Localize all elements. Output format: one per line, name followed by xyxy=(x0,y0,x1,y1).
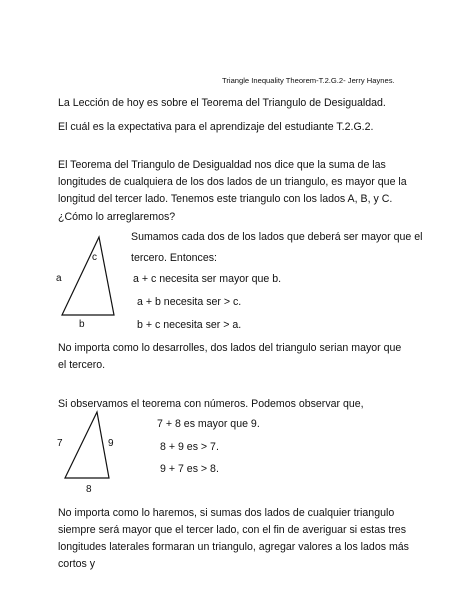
triangle-abc-figure xyxy=(60,235,116,317)
theorem-paragraph: El Teorema del Triangulo de Desigualdad nos dice que la suma de las longitudes de cualquiera de los dos lados de un triangulo, es mayor que la longitud del tercer lado. Tenemos este triangulo con los lados A, B, y C. xyxy=(58,159,407,205)
rule-line-2: a + b necesita ser > c. xyxy=(137,296,242,308)
triangle1-label-right: c xyxy=(92,252,97,263)
triangle2-label-bottom: 8 xyxy=(86,484,92,495)
triangle2-label-right: 9 xyxy=(108,438,114,449)
numbers-intro-line: Si observamos el teorema con números. Podemos observar que, xyxy=(58,398,364,410)
page-header: Triangle Inequality Theorem-T.2.G.2- Jerry Haynes. xyxy=(222,76,395,85)
explain-line-1: Sumamos cada dos de los lados que deberá ser mayor que el xyxy=(131,231,423,243)
lesson-line: La Lección de hoy es sobre el Teorema del Triangulo de Desigualdad. xyxy=(58,97,386,109)
question-line: ¿Cómo lo arreglaremos? xyxy=(58,211,176,223)
triangle1-label-bottom: b xyxy=(79,319,85,330)
triangle-numbers-shape xyxy=(65,412,109,478)
conclusion-paragraph: No importa como lo desarrolles, dos lados del triangulo serian mayor que el tercero. xyxy=(58,342,402,371)
number-line-3: 9 + 7 es > 8. xyxy=(160,463,219,475)
triangle2-label-left: 7 xyxy=(57,438,63,449)
triangle1-label-left: a xyxy=(56,273,62,284)
number-line-2: 8 + 9 es > 7. xyxy=(160,441,219,453)
triangle-numbers-figure xyxy=(63,410,111,480)
rule-line-1: a + c necesita ser mayor que b. xyxy=(133,273,282,285)
rule-line-3: b + c necesita ser > a. xyxy=(137,319,242,331)
explain-line-2: tercero. Entonces: xyxy=(131,252,217,264)
expectation-line: El cuál es la expectativa para el aprendizaje del estudiante T.2.G.2. xyxy=(58,121,374,133)
number-line-1: 7 + 8 es mayor que 9. xyxy=(157,418,260,430)
triangle-abc-shape xyxy=(62,237,114,315)
final-paragraph: No importa como lo haremos, si sumas dos lados de cualquier triangulo siempre será mayor que el tercer lado, con el fin de averiguar si estas tres longitudes laterales formaran un triangulo, agregar valores a los lados más cortos y xyxy=(58,507,409,570)
